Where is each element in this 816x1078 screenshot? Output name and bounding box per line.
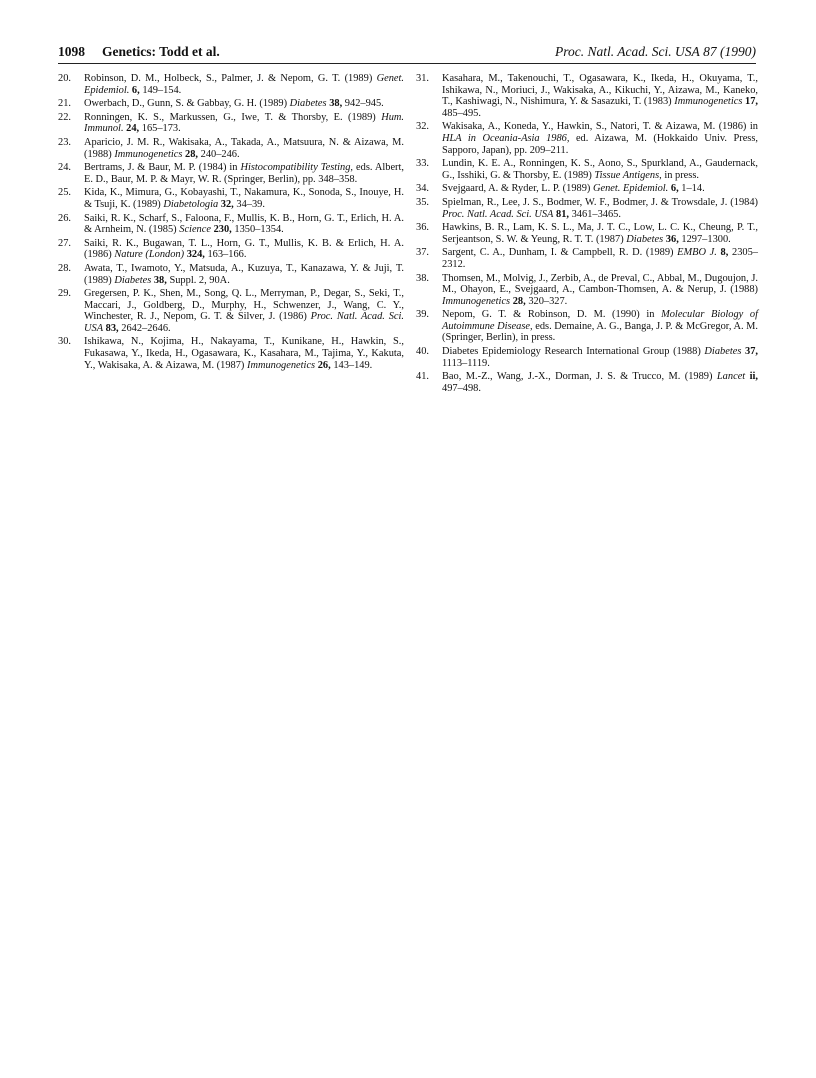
reference-pages: 34–39. bbox=[233, 198, 265, 210]
running-title: Genetics: Todd et al. bbox=[102, 44, 220, 59]
reference-source: Diabetes bbox=[704, 346, 742, 358]
reference-authors: Saiki, R. K., Scharf, S., Faloona, F., Mullis, K. B., Horn, G. T., Erlich, H. A. & Arnheim, N. (1985) bbox=[84, 212, 404, 236]
reference-source: HLA in Oceania-Asia 1986, bbox=[442, 132, 570, 144]
reference-source: Diabetes bbox=[626, 233, 664, 245]
reference-pages: 240–246. bbox=[198, 148, 240, 160]
reference-pages: 320–327. bbox=[525, 295, 568, 307]
reference-item bbox=[58, 288, 404, 334]
reference-number: 28. bbox=[58, 262, 71, 274]
reference-authors: Kasahara, M., Takenouchi, T., Ogasawara, K., Ikeda, H., Okuyama, T., Ishikawa, N., Moriuci, J., Wakisaka, A., Kikuchi, Y., Aizawa, M., Kaneko, T., Kashiwagi, N., Nishimura, Y. & Sasazuki, T. (1983) bbox=[442, 73, 758, 108]
reference-authors: Spielman, R., Lee, J. S., Bodmer, W. F., Bodmer, J. & Trowsdale, J. (1984) bbox=[442, 196, 758, 208]
reference-source: Immunogenetics bbox=[674, 96, 743, 108]
reference-pages: Suppl. 2, 90A. bbox=[166, 274, 230, 286]
reference-number: 39. bbox=[416, 309, 429, 321]
reference-number: 34. bbox=[416, 183, 429, 195]
reference-text bbox=[84, 112, 404, 135]
reference-source: Diabetologia bbox=[163, 198, 219, 210]
reference-pages: 165–173. bbox=[139, 123, 181, 135]
reference-authors: Nepom, G. T. & Robinson, D. M. (1990) in bbox=[442, 309, 662, 321]
reference-pages: 2305–2312. bbox=[442, 247, 758, 270]
reference-item bbox=[416, 273, 758, 308]
reference-text bbox=[442, 183, 705, 194]
reference-volume: 32, bbox=[220, 198, 234, 210]
reference-item bbox=[416, 158, 758, 181]
reference-volume: 83, bbox=[105, 322, 119, 334]
reference-item bbox=[58, 112, 404, 135]
reference-number: 38. bbox=[416, 272, 429, 284]
reference-authors: Hawkins, B. R., Lam, K. S. L., Ma, J. T. C., Low, L. C. K., Cheung, P. T., Serjeantson, S. W. & Yeung, R. T. T. (1987) bbox=[442, 222, 758, 245]
reference-pages: ed. Aizawa, M. (Hokkaido Univ. Press, Sapporo, Japan), pp. 209–211. bbox=[442, 132, 758, 156]
reference-text bbox=[442, 273, 758, 307]
reference-item bbox=[416, 346, 758, 369]
reference-volume: 38, bbox=[329, 98, 343, 110]
reference-item bbox=[58, 336, 404, 371]
reference-item bbox=[416, 121, 758, 156]
references-column-left bbox=[58, 73, 404, 373]
reference-number: 35. bbox=[416, 196, 429, 208]
reference-item bbox=[416, 197, 758, 220]
reference-source: Proc. Natl. Acad. Sci. USA bbox=[84, 311, 404, 334]
reference-text bbox=[442, 247, 758, 270]
reference-item bbox=[416, 183, 758, 195]
reference-source: Science bbox=[179, 224, 211, 236]
reference-item bbox=[58, 73, 404, 96]
reference-volume: 6, bbox=[131, 84, 140, 96]
reference-item bbox=[58, 213, 404, 236]
page-header bbox=[58, 44, 756, 64]
reference-item bbox=[58, 162, 404, 185]
reference-item bbox=[58, 98, 404, 110]
reference-text bbox=[442, 197, 758, 220]
reference-text bbox=[442, 309, 758, 343]
reference-pages: 485–495. bbox=[442, 107, 481, 119]
journal-volume: 87 (1990) bbox=[703, 44, 756, 59]
reference-volume: 26, bbox=[317, 359, 331, 371]
reference-volume: 230, bbox=[213, 224, 232, 236]
reference-number: 24. bbox=[58, 162, 71, 174]
reference-text bbox=[84, 187, 404, 210]
reference-source: Molecular Biology of Autoimmune Disease, bbox=[442, 309, 758, 332]
reference-pages: 149–154. bbox=[139, 84, 182, 96]
reference-source: Proc. Natl. Acad. Sci. USA bbox=[442, 208, 554, 220]
reference-item bbox=[416, 73, 758, 119]
reference-text bbox=[442, 371, 758, 394]
reference-authors: Robinson, D. M., Holbeck, S., Palmer, J. & Nepom, G. T. (1989) bbox=[84, 73, 377, 84]
reference-volume: 324, bbox=[186, 249, 205, 261]
reference-pages: 163–166. bbox=[204, 249, 247, 261]
header-rule bbox=[58, 63, 756, 64]
reference-text bbox=[442, 222, 758, 245]
reference-number: 27. bbox=[58, 237, 71, 249]
reference-number: 30. bbox=[58, 336, 71, 348]
reference-authors: Saiki, R. K., Bugawan, T. L., Horn, G. T., Mullis, K. B. & Erlich, H. A. (1986) bbox=[84, 237, 404, 261]
reference-volume: 37, bbox=[745, 346, 758, 358]
reference-source: Genet. Epidemiol. bbox=[84, 73, 404, 96]
reference-number: 29. bbox=[58, 288, 71, 300]
reference-pages: in press. bbox=[661, 169, 699, 181]
reference-authors: Sargent, C. A., Dunham, I. & Campbell, R. D. (1989) bbox=[442, 247, 678, 259]
reference-authors: Bao, M.-Z., Wang, J.-X., Dorman, J. S. & Trucco, M. (1989) bbox=[442, 371, 717, 383]
reference-source: Genet. Epidemiol. bbox=[592, 183, 669, 195]
reference-text bbox=[84, 288, 404, 334]
reference-pages: 497–498. bbox=[442, 382, 481, 394]
reference-text bbox=[84, 263, 404, 286]
reference-authors: Thomsen, M., Molvig, J., Zerbib, A., de Preval, C., Abbal, M., Dugoujon, J. M., Ohayon, E., Svejgaard, A., Cambon-Thomsen, A. & Nerup, J. (1988) bbox=[442, 272, 758, 296]
reference-volume: 38, bbox=[153, 274, 167, 286]
reference-volume: 28, bbox=[185, 148, 199, 160]
reference-item bbox=[416, 371, 758, 394]
reference-pages: 143–149. bbox=[330, 359, 373, 371]
reference-text bbox=[84, 98, 384, 109]
reference-authors: Awata, T., Iwamoto, Y., Matsuda, A., Kuzuya, T., Kanazawa, Y. & Juji, T. (1989) bbox=[84, 262, 404, 286]
reference-authors: Ishikawa, N., Kojima, H., Nakayama, T., Kunikane, H., Hawkin, S., Fukasawa, Y., Ikeda, H., Ogasawara, K., Kasahara, M., Tajima, Y., Kakuta, Y., Wakisaka, A. & Aizawa, M. (1987) bbox=[84, 336, 404, 371]
reference-text bbox=[84, 238, 404, 261]
reference-pages: 1113–1119. bbox=[442, 357, 490, 369]
reference-authors: Svejgaard, A. & Ryder, L. P. (1989) bbox=[442, 183, 593, 195]
reference-number: 37. bbox=[416, 247, 429, 259]
reference-number: 41. bbox=[416, 371, 429, 383]
reference-authors: Lundin, K. E. A., Ronningen, K. S., Aono, S., Spurkland, A., Gaudernack, G., Isshiki, G. & Thorsby, E. (1989) bbox=[442, 158, 758, 181]
reference-volume: 24, bbox=[126, 123, 140, 135]
references-column-right bbox=[416, 73, 758, 396]
reference-pages: 1350–1354. bbox=[231, 224, 284, 236]
reference-source: Hum. Immunol. bbox=[84, 111, 404, 135]
reference-text bbox=[442, 73, 758, 119]
reference-item bbox=[58, 238, 404, 261]
reference-item bbox=[58, 263, 404, 286]
reference-item bbox=[416, 309, 758, 344]
reference-volume: 8, bbox=[720, 247, 729, 259]
reference-text bbox=[84, 336, 404, 370]
reference-authors: Kida, K., Mimura, G., Kobayashi, T., Nakamura, K., Sonoda, S., Inouye, H. & Tsuji, K. (1989) bbox=[84, 187, 404, 210]
reference-source: Immunogenetics bbox=[442, 295, 511, 307]
reference-pages: 942–945. bbox=[342, 98, 384, 110]
reference-source: Lancet bbox=[716, 371, 746, 383]
reference-volume: 17, bbox=[745, 96, 758, 108]
reference-pages: eds. Albert, E. D., Baur, M. P. & Mayr, W. R. (Springer, Berlin), pp. 348–358. bbox=[84, 162, 405, 185]
reference-source: Diabetes bbox=[289, 98, 327, 110]
reference-authors: Aparicio, J. M. R., Wakisaka, A., Takada, A., Matsuura, N. & Aizawa, M. (1988) bbox=[84, 136, 404, 160]
reference-number: 40. bbox=[416, 346, 429, 358]
reference-pages: 1–14. bbox=[678, 183, 705, 195]
reference-pages: eds. Demaine, A. G., Banga, J. P. & McGregor, A. M. (Springer, Berlin), in press. bbox=[442, 320, 758, 344]
reference-volume: 6, bbox=[670, 183, 679, 195]
reference-number: 22. bbox=[58, 111, 71, 123]
page-number: 1098 bbox=[58, 44, 85, 59]
reference-number: 25. bbox=[58, 187, 71, 199]
reference-number: 31. bbox=[416, 73, 429, 84]
reference-authors: Bertrams, J. & Baur, M. P. (1984) in bbox=[84, 162, 241, 174]
reference-source: EMBO J. bbox=[677, 247, 717, 259]
reference-source: Histocompatibility Testing, bbox=[240, 162, 354, 174]
reference-text bbox=[84, 137, 404, 160]
reference-number: 32. bbox=[416, 121, 429, 133]
reference-text bbox=[84, 213, 404, 236]
reference-item bbox=[58, 187, 404, 210]
reference-text bbox=[442, 346, 758, 369]
reference-source: Immunogenetics bbox=[247, 359, 316, 371]
reference-volume: ii, bbox=[749, 371, 758, 383]
reference-volume: 36, bbox=[665, 233, 679, 245]
reference-authors: Diabetes Epidemiology Research International Group (1988) bbox=[442, 346, 705, 358]
reference-text bbox=[84, 73, 404, 96]
reference-number: 33. bbox=[416, 158, 429, 170]
reference-number: 23. bbox=[58, 136, 71, 148]
reference-number: 36. bbox=[416, 222, 429, 234]
journal-name: Proc. Natl. Acad. Sci. USA bbox=[555, 44, 700, 59]
reference-authors: Owerbach, D., Gunn, S. & Gabbay, G. H. (1989) bbox=[84, 98, 290, 110]
reference-volume: 28, bbox=[512, 295, 526, 307]
reference-number: 26. bbox=[58, 212, 71, 224]
reference-source: Nature (London) bbox=[114, 249, 185, 261]
reference-number: 20. bbox=[58, 73, 71, 84]
reference-authors: Ronningen, K. S., Markussen, G., Iwe, T. & Thorsby, E. (1989) bbox=[84, 111, 382, 123]
reference-text bbox=[442, 121, 758, 155]
reference-pages: 1297–1300. bbox=[678, 233, 731, 245]
reference-source: Tissue Antigens, bbox=[594, 169, 662, 181]
reference-number: 21. bbox=[58, 98, 71, 110]
reference-item bbox=[58, 137, 404, 160]
reference-pages: 3461–3465. bbox=[569, 208, 621, 220]
reference-text bbox=[84, 162, 404, 185]
reference-source: Immunogenetics bbox=[114, 148, 183, 160]
reference-authors: Gregersen, P. K., Shen, M., Song, Q. L., Merryman, P., Degar, S., Seki, T., Maccari, J., Goldberg, D., Murphy, H., Schwenzer, J., Wang, C. Y., Winchester, R. J., Nepom, G. T. & Silver, J. (1986) bbox=[84, 288, 404, 323]
reference-pages: 2642–2646. bbox=[118, 322, 171, 334]
reference-volume: 81, bbox=[556, 208, 570, 220]
reference-authors: Wakisaka, A., Koneda, Y., Hawkin, S., Natori, T. & Aizawa, M. (1986) in bbox=[442, 121, 758, 133]
reference-text bbox=[442, 158, 758, 181]
reference-source: Diabetes bbox=[114, 274, 152, 286]
journal-info bbox=[555, 44, 756, 60]
reference-item bbox=[416, 247, 758, 270]
reference-item bbox=[416, 222, 758, 245]
